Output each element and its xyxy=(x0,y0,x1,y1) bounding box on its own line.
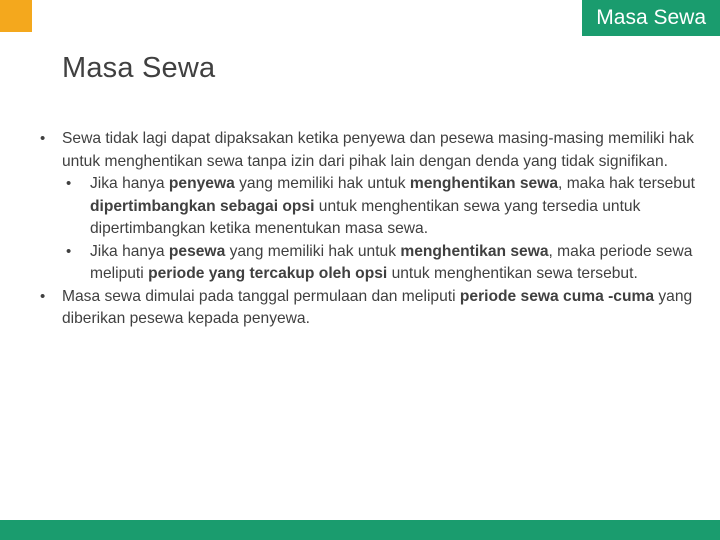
slide-title: Masa Sewa xyxy=(62,52,216,84)
bullet-dot-icon: • xyxy=(40,287,46,305)
bullet-text: untuk menghentikan sewa tersebut. xyxy=(387,265,638,282)
bold-text: periode yang tercakup oleh opsi xyxy=(148,265,388,282)
bold-text: menghentikan sewa xyxy=(400,242,549,260)
sub-bullet-item xyxy=(40,173,696,241)
bullet-text: , maka periode sewa meliputi xyxy=(90,242,693,282)
bullet-item xyxy=(40,128,696,173)
bullet-text: Jika hanya xyxy=(90,242,169,260)
bullet-text: untuk menghentikan sewa yang tersedia untuk dipertimbangkan ketika menentukan masa sewa. xyxy=(90,197,641,237)
bullet-dot-icon: • xyxy=(66,175,72,192)
bold-text: penyewa xyxy=(168,175,235,192)
slide-content xyxy=(40,128,696,331)
bold-text: periode sewa cuma -cuma xyxy=(459,287,655,305)
bullet-dot-icon: • xyxy=(40,130,46,147)
bullet-text: yang diberikan pesewa kepada penyewa. xyxy=(62,287,693,327)
bottom-bar xyxy=(0,520,720,540)
section-tag: Masa Sewa xyxy=(582,0,720,36)
sub-bullet-item xyxy=(40,241,696,286)
bullet-text: Jika hanya xyxy=(90,175,169,192)
bullet-text: yang memiliki hak untuk xyxy=(234,175,410,192)
bullet-text: yang memiliki hak untuk xyxy=(225,242,401,260)
bold-text: pesewa xyxy=(168,242,226,260)
bullet-text: , maka hak tersebut xyxy=(558,175,695,192)
bullet-text: Masa sewa dimulai pada tanggal permulaan dan meliputi xyxy=(62,287,460,305)
bold-text: dipertimbangkan sebagai opsi xyxy=(90,197,315,215)
bullet-dot-icon: • xyxy=(66,242,72,260)
bullet-text: Sewa tidak lagi dapat dipaksakan ketika penyewa dan pesewa masing-masing memiliki hak untuk menghentikan sewa tanpa izin dari pihak lain dengan denda yang tidak signifikan. xyxy=(62,130,694,170)
bullet-item xyxy=(40,286,696,331)
accent-square xyxy=(0,0,32,32)
bold-text: menghentikan sewa xyxy=(409,175,559,192)
